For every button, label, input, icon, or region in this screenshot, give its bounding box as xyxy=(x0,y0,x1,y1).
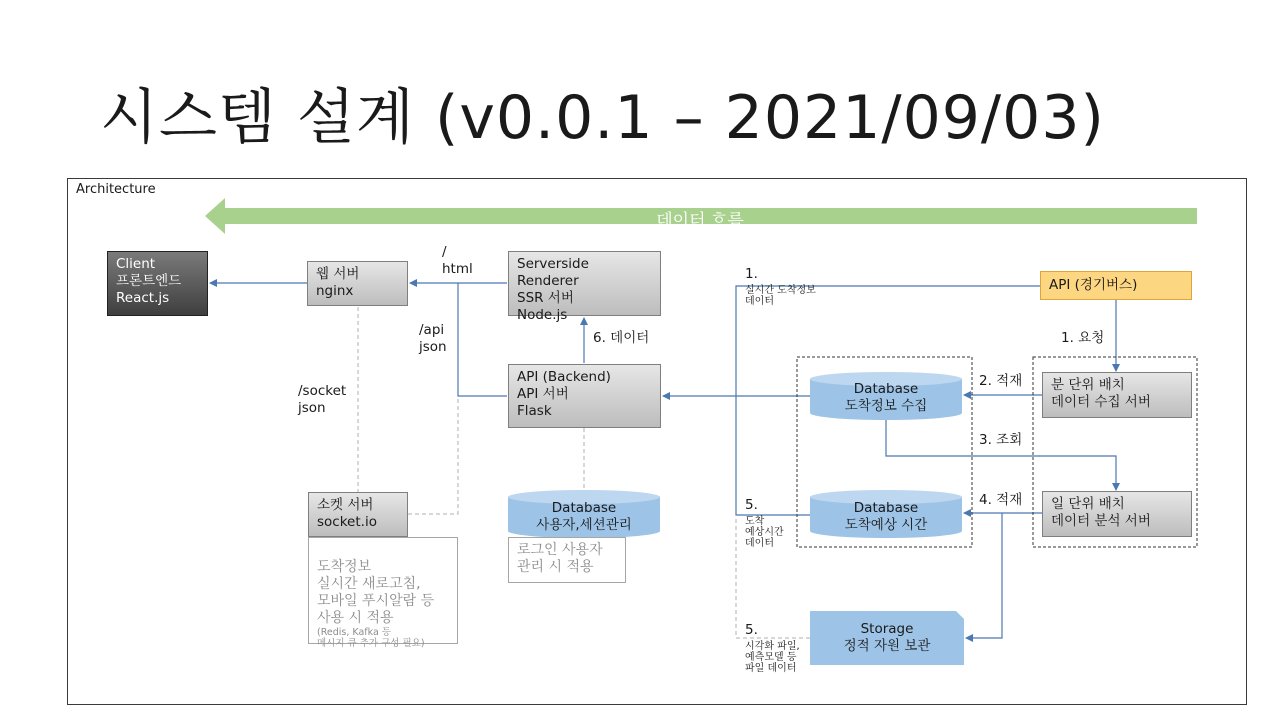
day-batch-node: 일 단위 배치 데이터 분석 서버 xyxy=(1042,491,1192,537)
db-arrival-collect-label: Database 도착정보 수집 xyxy=(844,381,928,414)
edge-to-storage xyxy=(966,513,1002,638)
socket-note-small: (Redis, Kafka 등 메시지 큐 추가 구성 필요) xyxy=(317,627,425,649)
db-arrival-predict-label: Database 도착예상 시간 xyxy=(844,500,928,533)
storage-node xyxy=(810,611,964,665)
label-realtime1-num: 1. xyxy=(745,266,758,282)
db-arrival-collect xyxy=(810,372,962,420)
label-files5-text: 시각화 파일, 예측모델 등 파일 데이터 xyxy=(745,641,800,674)
socket-server-node: 소켓 서버 socket.io xyxy=(308,492,408,537)
label-predict5-num: 5. xyxy=(745,497,758,513)
label-request1: 1. 요청 xyxy=(1061,330,1105,346)
label-html: / html xyxy=(442,244,473,277)
edge-api-to-web xyxy=(458,283,507,396)
label-load4: 4. 적재 xyxy=(979,492,1023,508)
label-socket-json: /socket json xyxy=(298,383,347,416)
web-server-node: 웹 서버 nginx xyxy=(307,261,408,306)
external-api-node: API (경기버스) xyxy=(1040,271,1192,300)
data-flow-label: 데이터 흐름 xyxy=(656,211,744,231)
db-user-session xyxy=(508,490,660,538)
label-query3: 3. 조회 xyxy=(979,432,1023,448)
label-data6: 6. 데이터 xyxy=(593,330,650,346)
socket-note-text: 도착정보 실시간 새로고침, 모바일 푸시알람 등 사용 시 적용 xyxy=(317,559,435,626)
login-note: 로그인 사용자 관리 시 적용 xyxy=(508,537,626,583)
socket-note xyxy=(308,537,458,649)
label-predict5-text: 도착 예상시간 데이터 xyxy=(745,516,784,549)
edge-query xyxy=(886,418,1116,490)
label-realtime1-text: 실시간 도착정보 데이터 xyxy=(745,285,816,307)
minute-batch-node: 분 단위 배치 데이터 수집 서버 xyxy=(1042,372,1192,418)
page-title: 시스템 설계 (v0.0.1 – 2021/09/03) xyxy=(100,83,1105,153)
storage-label: Storage 정적 자원 보관 xyxy=(843,621,931,654)
db-user-session-label: Database 사용자,세션관리 xyxy=(536,500,632,533)
client-node: Client 프론트엔드 React.js xyxy=(107,251,208,316)
dash-socket-api xyxy=(408,396,458,514)
label-load2: 2. 적재 xyxy=(979,373,1023,389)
label-api-json: /api json xyxy=(419,322,447,355)
label-files5-num: 5. xyxy=(745,622,758,638)
ssr-server-node: Serverside Renderer SSR 서버 Node.js xyxy=(508,251,661,316)
db-arrival-predict xyxy=(810,490,962,538)
api-backend-node: API (Backend) API 서버 Flask xyxy=(508,364,661,428)
architecture-label: Architecture xyxy=(76,182,156,197)
